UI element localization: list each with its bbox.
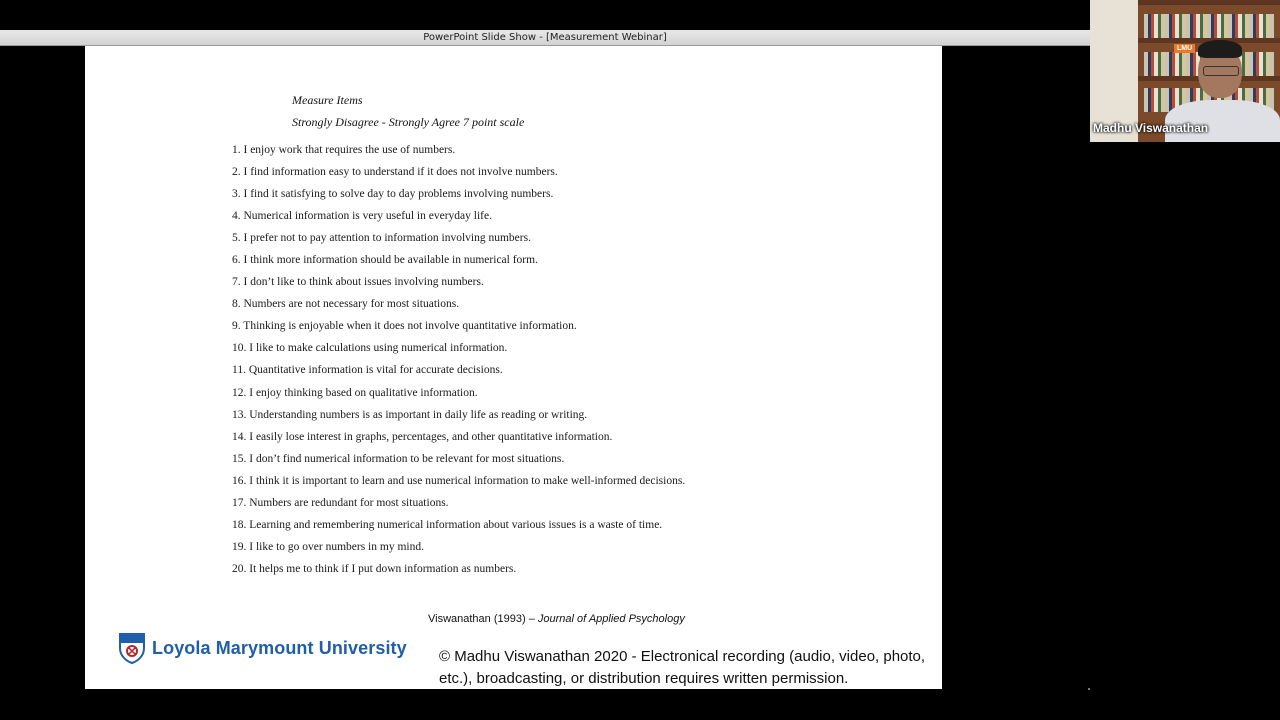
- measure-items-list: [232, 143, 685, 584]
- citation-journal: Journal of Applied Psychology: [537, 613, 685, 625]
- university-name: Loyola Marymount University: [152, 637, 407, 658]
- list-item: 7. I don’t like to think about issues involving numbers.: [232, 276, 484, 289]
- list-item: 5. I prefer not to pay attention to information involving numbers.: [232, 232, 531, 245]
- list-item: 9. Thinking is enjoyable when it does not involve quantitative information.: [232, 320, 577, 333]
- participant-name: Madhu Viswanathan: [1093, 121, 1209, 135]
- list-item: 20. It helps me to think if I put down information as numbers.: [232, 562, 517, 575]
- citation: [428, 613, 685, 625]
- list-item: 2. I find information easy to understand if it does not involve numbers.: [232, 166, 558, 179]
- list-item: 17. Numbers are redundant for most situations.: [232, 496, 449, 509]
- citation-author: Viswanathan (1993) –: [428, 613, 535, 625]
- list-item: 4. Numerical information is very useful in everyday life.: [232, 210, 492, 223]
- list-item: 14. I easily lose interest in graphs, percentages, and other quantitative information.: [232, 430, 613, 443]
- list-item: 15. I don’t find numerical information to be relevant for most situations.: [232, 452, 565, 465]
- university-logo: [118, 632, 407, 664]
- lmu-shield-icon: [118, 632, 146, 664]
- cursor-dot: [1088, 688, 1090, 690]
- list-item: 16. I think it is important to learn and use numerical information to make well-informed decisions.: [232, 474, 686, 487]
- copyright-notice: © Madhu Viswanathan 2020 - Electronical recording (audio, video, photo, etc.), broadcasting, or distribution requires written permission.: [439, 648, 926, 687]
- list-item: 11. Quantitative information is vital for accurate decisions.: [232, 364, 503, 377]
- slide-subheading: Strongly Disagree - Strongly Agree 7 point scale: [292, 115, 525, 129]
- list-item: 12. I enjoy thinking based on qualitative information.: [232, 386, 478, 399]
- window-title: PowerPoint Slide Show - [Measurement Webinar]: [423, 32, 667, 43]
- glasses-icon: [1203, 66, 1239, 76]
- list-item: 13. Understanding numbers is as important in daily life as reading or writing.: [232, 408, 588, 421]
- list-item: 1. I enjoy work that requires the use of numbers.: [232, 144, 456, 156]
- list-item: 18. Learning and remembering numerical information about various issues is a waste of time.: [232, 518, 663, 531]
- list-item: 3. I find it satisfying to solve day to day problems involving numbers.: [232, 188, 554, 201]
- participant-video-tile[interactable]: [1090, 0, 1280, 142]
- list-item: 8. Numbers are not necessary for most situations.: [232, 298, 460, 311]
- list-item: 19. I like to go over numbers in my mind.: [232, 540, 424, 553]
- list-item: 10. I like to make calculations using numerical information.: [232, 342, 508, 355]
- lmu-shelf-sign: LMU: [1174, 44, 1195, 53]
- slide-heading: Measure Items: [292, 93, 363, 107]
- list-item: 6. I think more information should be available in numerical form.: [232, 254, 538, 267]
- slide: [85, 46, 942, 689]
- window-titlebar: [0, 30, 1090, 46]
